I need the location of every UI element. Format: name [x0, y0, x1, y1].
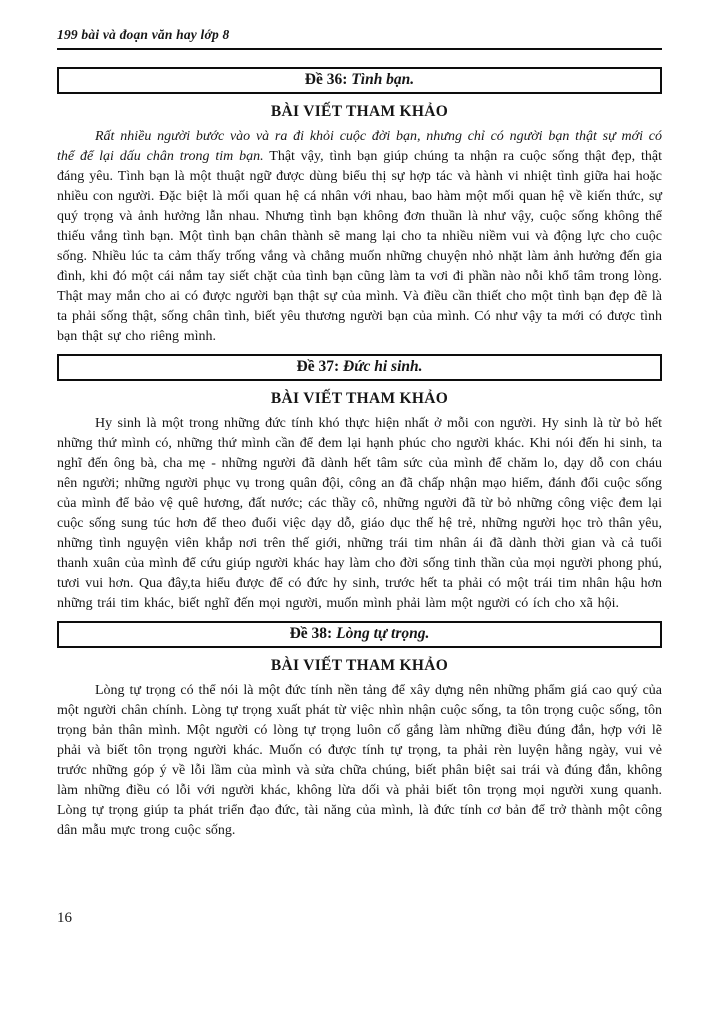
reference-essay-heading: BÀI VIẾT THAM KHẢO — [270, 390, 449, 407]
essay-body-text: Thật vậy, tình bạn giúp chúng ta nhận ra cuộc sống thật đẹp, thật đáng yêu. Tình bạn là một thuật ngữ được dùng biểu thị sự hợp tác và hành vi nhiệt tình giữa hai hoặc nhiều con người. Đặc biệt là mối quan hệ cá nhân với nhau, bao hàm một mối quan hệ về kiến thức, sự quý trọng và ảnh hưởng lẫn nhau. Nhưng tình bạn không đơn thuần là như vậy, cuộc sống không thể thiếu vắng tình bạn. Một tình bạn chân thành sẽ mang lại cho ta nhiều niềm vui và động lực cho cuộc sống. Nhiều lúc ta cảm thấy trống vắng và chẳng muốn những chuyện nhỏ nhặt làm ảnh hưởng đến gia đình, khi đó một cái nắm tay siết chặt của tình bạn cũng làm ta vơi đi phần nào nỗi khổ tâm trong lòng. Thật may mắn cho ai có được người bạn thật sự của mình. Và điều cần thiết cho một tình bạn đẹp đẽ là ta phải sống thật, sống chân tình, biết yêu thương người bạn của mình. Có như vậy ta mới có được tình bạn thật sự cho riêng mình. — [57, 149, 662, 344]
section-title-topic: Lòng tự trọng. — [336, 625, 430, 642]
essay-paragraph — [57, 127, 662, 347]
section-de-37 — [57, 354, 662, 614]
section-title-topic: Tình bạn. — [351, 71, 415, 88]
essay-paragraph — [57, 414, 662, 614]
section-title-box — [57, 354, 662, 381]
essay-body-text: Lòng tự trọng có thể nói là một đức tính nền tảng để xây dựng nên những phẩm giá cao quý của một người chân chính. Lòng tự trọng xuất phát từ việc nhìn nhận cuộc sống, ta tôn trọng cuộc sống, tôn trọng bản thân mình. Một người có lòng tự trọng luôn cố gắng làm những điều đúng đắn, hợp với lẽ phải và biết tôn trọng người khác. Muốn có được tính tự trọng, ta phải rèn luyện hằng ngày, vui vẻ trước những góp ý về lỗi lầm của mình và sửa chữa chúng, biết phân biệt sai trái và đúng đắn, không làm những điều có lỗi với người khác, không lừa dối và phải biết tôn trọng mọi người xung quanh. Lòng tự trọng giúp ta phát triển đạo đức, tài năng của mình, là đức tính cơ bản để trở thành một công dân mẫu mực trong cuộc sống. — [57, 683, 662, 838]
essay-lead-quote: Rất nhiều người bước vào và ra đi khỏi cuộc đời bạn, nhưng chỉ có người bạn thật sự mới có thể để lại dấu chân trong tim bạn. — [57, 129, 662, 164]
reference-essay-heading: BÀI VIẾT THAM KHẢO — [270, 103, 449, 120]
section-de-36 — [57, 67, 662, 347]
section-title-label: Đề 38: — [289, 625, 333, 642]
essay-body-text: Hy sinh là một trong những đức tính khó thực hiện nhất ở mỗi con người. Hy sinh là từ bỏ hết những thứ mình có, những thứ mình cần để đem lại hạnh phúc cho người khác. Khi nói đến hi sinh, ta nghĩ đến ông bà, cha mẹ - những người đã dành hết tâm sức của mình để chăm lo, dạy dỗ con cháu nên người; những người phục vụ trong quân đội, công an đã chấp nhận mạo hiểm, đánh đổi cuộc sống của mình để bảo vệ quê hương, đất nước; các thầy cô, những người đã từ bỏ những công việc đem lại cuộc sống sung túc hơn để theo đuổi việc dạy dỗ, giáo dục thế hệ trẻ, những người học trò thân yêu, những tình nguyện viên khắp nơi trên thế giới, những trái tim nhân ái đã dành thời gian và cả tuổi thanh xuân của mình để cứu giúp người khác hay làm cho đời sống tinh thần của mọi người phong phú, tươi vui hơn. Qua đây,ta hiểu được để có đức hy sinh, trước hết ta phải có một trái tim nhân hậu hơn những trái tim khác, biết nghĩ đến mọi người, muốn mình phải làm một người có ích cho xã hội. — [57, 416, 662, 611]
reference-essay-heading: BÀI VIẾT THAM KHẢO — [270, 657, 449, 674]
section-title-topic: Đức hi sinh. — [343, 358, 423, 375]
essay-paragraph — [57, 681, 662, 841]
running-head: 199 bài và đoạn văn hay lớp 8 — [57, 27, 662, 50]
page-number: 16 — [57, 910, 72, 926]
section-title-box — [57, 621, 662, 648]
section-title-label: Đề 37: — [296, 358, 340, 375]
section-de-38 — [57, 621, 662, 841]
section-title-label: Đề 36: — [304, 71, 348, 88]
section-title-box — [57, 67, 662, 94]
